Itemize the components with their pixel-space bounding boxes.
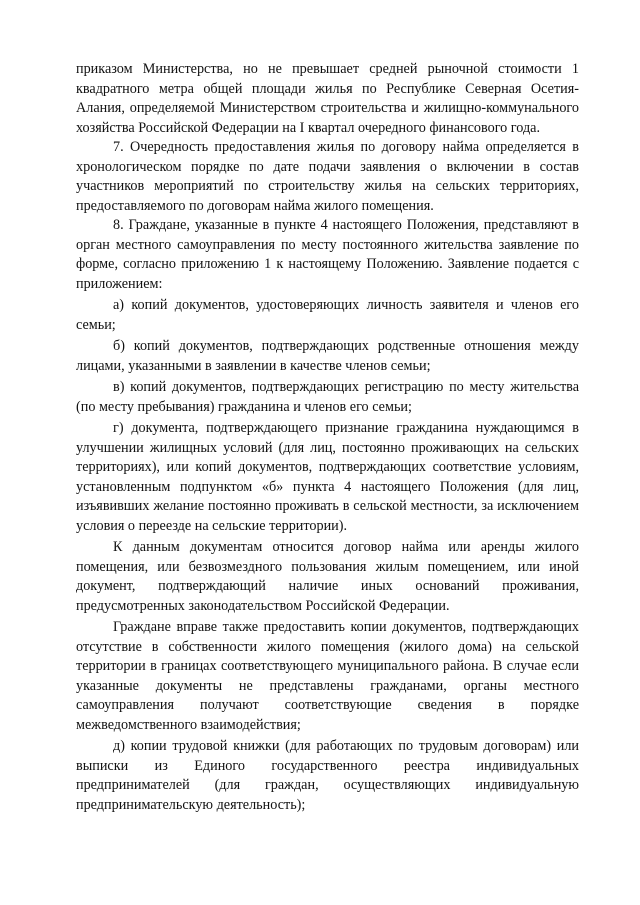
document-page [76,60,579,815]
paragraph-subitem-d: д) копии трудовой книжки (для работающих по трудовым договорам) или выписки из Единого государственного реестра индивидуальных предпринимателей (для граждан, осуществляющих индивидуальную предпринимательскую деятельность); [76,738,579,813]
paragraph-subitem-b: б) копий документов, подтверждающих родственные отношения между лицами, указанными в заявлении в качестве членов семьи; [76,338,579,374]
paragraph-item-7: 7. Очередность предоставления жилья по договору найма определяется в хронологическом порядке по дате подачи заявления о включении в состав участников мероприятий по строительству жилья на сельских территориях, предоставляемого по договорам найма жилого помещения. [76,139,579,214]
paragraph-continuation: приказом Министерства, но не превышает средней рыночной стоимости 1 квадратного метра общей площади жилья по Республике Северная Осетия-Алания, определяемой Министерством строительства и жилищно-коммунального хозяйства Российской Федерации на I квартал очередного финансового года. [76,61,579,136]
paragraph-subitem-v: в) копий документов, подтверждающих регистрацию по месту жительства (по месту пребывания) гражданина и членов его семьи; [76,379,579,415]
paragraph-subitem-a: а) копий документов, удостоверяющих личность заявителя и членов его семьи; [76,297,579,333]
paragraph-documents-note: К данным документам относится договор найма или аренды жилого помещения, или безвозмездного пользования жилым помещением, или иной документ, подтверждающий наличие иных оснований проживания, предусмотренных законодательством Российской Федерации. [76,539,579,614]
paragraph-citizens-right: Граждане вправе также предоставить копии документов, подтверждающих отсутствие в собственности жилого помещения (жилого дома) на сельской территории в границах соответствующего муниципального района. В случае если указанные документы не представлены гражданами, органы местного самоуправления получают соответствующие сведения в порядке межведомственного взаимодействия; [76,619,579,733]
paragraph-subitem-g: г) документа, подтверждающего признание гражданина нуждающимся в улучшении жилищных условий (для лиц, постоянно проживающих на сельских территориях), или копий документов, подтверждающих соответствие условиям, установленным подпунктом «б» пункта 4 настоящего Положения (для лиц, изъявивших желание постоянно проживать в сельской местности, за исключением условия о переезде на сельские территории). [76,420,579,534]
paragraph-item-8: 8. Граждане, указанные в пункте 4 настоящего Положения, представляют в орган местного самоуправления по месту постоянного жительства заявление по форме, согласно приложению 1 к настоящему Положению. Заявление подается с приложением: [76,217,579,292]
